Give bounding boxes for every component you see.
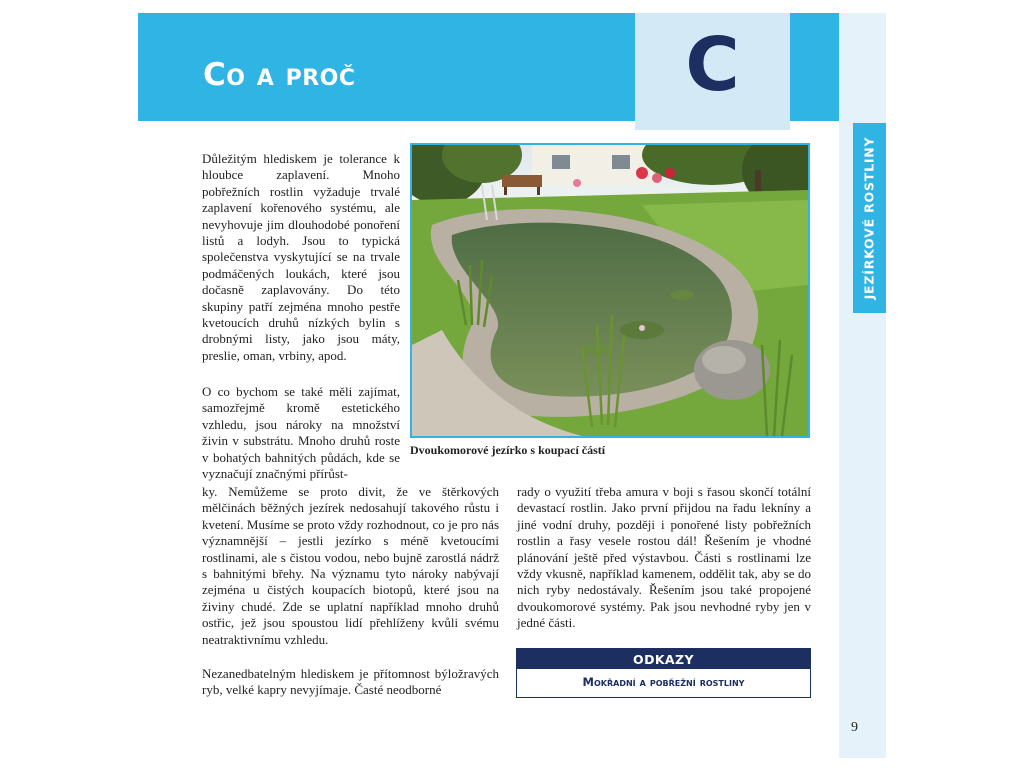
references-heading: ODKAZY: [517, 649, 810, 669]
photo-caption: Dvoukomorové jezírko s koupací částí: [410, 443, 606, 457]
references-box: [516, 648, 811, 698]
chapter-letter: C: [685, 22, 740, 108]
side-tab-label: JEZÍRKOVÉ ROSTLINY: [861, 136, 877, 300]
paragraph-gravel: ky. Nemůžeme se proto divit, že ve štěrkových mělčinách běžných jezírek nedosahují takového růstu i kvetení. Musíme se proto vždy rozhodnout, co je pro nás významnější – jestli jezírko s méně kvetoucími rostlinami, ale s čistou vodou, nebo bujně zarostlá nádrž s bahnitými břehy. Na významu tyto nároky nabývají zejména u čistých koupacích biotopů, které jsou na živiny chudé. Zde se uplatní například mnoho druhů ostřic, jež jsou spoustou lidí přehlíženy kvůli svému neatraktivnímu vzhledu.: [202, 484, 499, 647]
paragraph-fish: Nezanedbatelným hlediskem je přítomnost býložravých ryb, velké kapry nevyjímaje. Časté neodborné: [202, 666, 499, 698]
paragraph-nutrients: O co bychom se také měli zajímat, samozřejmě kromě estetického vzhledu, jsou nároky na množství živin v substrátu. Mnoho druhů roste v bohatých bahnitých půdách, kde se vyznačují značnými přírůst-: [202, 384, 400, 482]
pond-photo: [410, 143, 810, 438]
page-number: 9: [851, 720, 858, 735]
paragraph-advice: rady o využití třeba amura v boji s řasou skončí totální devastací rostlin. Jako první přijdou na řadu lekníny a jiné vodní druhy, později i ponořené listy pobřežních rostlin a řasy vesele rostou dál! Řešením je vhodné plánování ještě před výstavbou. Části s rostlinami lze vždy vkusně, například kamenem, oddělit tak, aby se do nich ryby nedostávaly. Řešením jsou také propojené dvoukomorové systémy. Pak jsou nevhodné ryby jen v jedné části.: [517, 484, 811, 631]
chapter-title: Co a proč: [203, 57, 356, 93]
references-link[interactable]: Mokřadní a pobřežní rostliny: [582, 675, 745, 689]
paragraph-tolerance: Důležitým hlediskem je tolerance k hloubce zaplavení. Mnoho pobřežních rostlin vyžaduje trvalé zaplavení kořenového systému, ale nevyhovuje jim dlouhodobé ponoření listů a lodyh. Jsou to typická společenstva vyskytující se na trvale podmáčených loukách, které jsou dočasně zaplavovány. Do této skupiny patří zejména mnoho pestře kvetoucích druhů nízkých bylin s drobnými listy, jako jsou máty, preslie, oman, vrbiny, apod.: [202, 151, 400, 363]
